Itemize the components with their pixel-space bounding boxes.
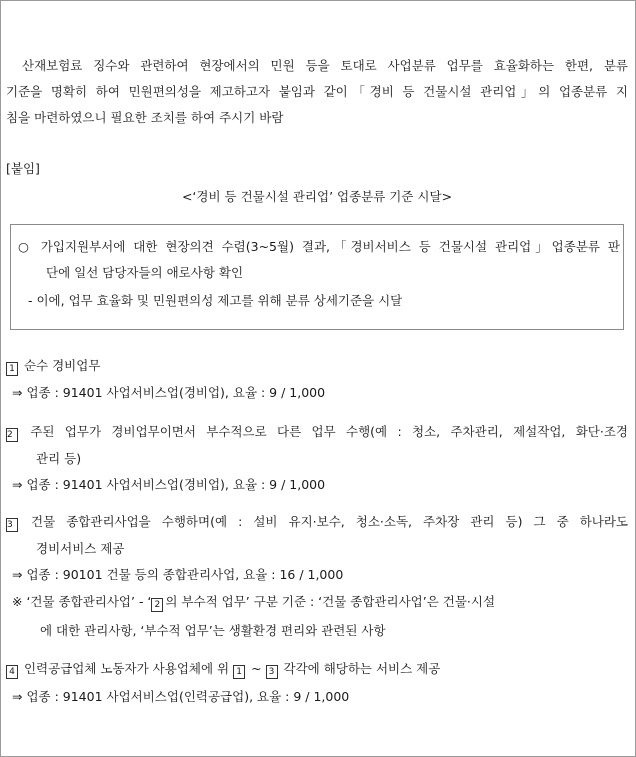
item-3-number-box: 3 <box>6 518 18 532</box>
item-3-note-line-2: 에 대한 관리사항, ‘부수적 업무’는 생활환경 편리와 관련된 사항 <box>40 623 386 638</box>
item-4-title-prefix: 인력공급업체 노동자가 사용업체에 위 <box>23 661 234 676</box>
intro-line-1: 산재보험료 징수와 관련하여 현장에서의 민원 등을 토대로 사업분류 업무를 효율화하는 한편, 분류 <box>22 58 628 73</box>
item-2-result: ⇒ 업종 : 91401 사업서비스업(경비업), 요율 : 9 / 1,000 <box>12 477 326 492</box>
item-1-number-box: 1 <box>6 362 18 376</box>
item-3-result: ⇒ 업종 : 90101 건물 등의 종합관리사업, 요율 : 16 / 1,000 <box>12 567 344 582</box>
item-3-note-ref-box: 2 <box>151 598 163 612</box>
item-2-title-line-2: 관리 등) <box>36 451 82 466</box>
document-title: <‘경비 등 건물시설 관리업’ 업종분류 기준 시달> <box>181 189 453 204</box>
item-3-title <box>6 513 628 532</box>
item-3-note-line-1 <box>12 593 495 612</box>
item-4-ref-b-box: 3 <box>266 665 278 679</box>
item-1-title-text: 순수 경비업무 <box>23 358 101 373</box>
item-2-title-text: 주된 업무가 경비업무이면서 부수적으로 다른 업무 수행(예 : 청소, 주차관리, 제설작업, 화단·조경 <box>30 424 628 439</box>
item-3-title-text: 건물 종합관리사업을 수행하며(예 : 설비 유지·보수, 청소·소독, 주차장 관리 등) 그 중 하나라도 <box>31 514 628 529</box>
intro-line-3: 침을 마련하였으니 필요한 조치를 하여 주시기 바람 <box>6 110 284 125</box>
intro-line-2: 기준을 명확히 하여 민원편의성을 제고하고자 붙임과 같이「경비 등 건물시설 관리업」의 업종분류 지 <box>6 84 628 99</box>
item-3-note-rest: 의 부수적 업무’ 구분 기준 : ‘건물 종합관리사업’은 건물·시설 <box>165 594 496 609</box>
summary-bullet-1-line-2: 단에 일선 담당자들의 애로사항 확인 <box>46 265 244 280</box>
item-3-title-line-2: 경비서비스 제공 <box>36 541 125 556</box>
item-4-ref-a-box: 1 <box>233 665 245 679</box>
item-4-title <box>6 660 440 679</box>
item-4-title-mid: ~ <box>247 661 266 676</box>
item-1-title <box>6 357 100 376</box>
summary-bullet-1-line-1: ○ 가입지원부서에 대한 현장의견 수렴(3~5월) 결과,「경비서비스 등 건물시설 관리업」업종분류 판 <box>18 239 620 254</box>
item-4-title-suffix: 각각에 해당하는 서비스 제공 <box>279 661 441 676</box>
item-4-number-box: 4 <box>6 665 18 679</box>
item-1-result: ⇒ 업종 : 91401 사업서비스업(경비업), 요율 : 9 / 1,000 <box>12 385 326 400</box>
item-2-number-box: 2 <box>6 428 18 442</box>
item-4-result: ⇒ 업종 : 91401 사업서비스업(인력공급업), 요율 : 9 / 1,000 <box>12 689 350 704</box>
item-3-note-prefix: ※ ‘건물 종합관리사업’ - ‘ <box>12 594 152 609</box>
item-2-title <box>6 423 628 442</box>
attachment-label: [붙임] <box>6 161 40 176</box>
summary-bullet-2: - 이에, 업무 효율화 및 민원편의성 제고를 위해 분류 상세기준을 시달 <box>28 293 403 308</box>
